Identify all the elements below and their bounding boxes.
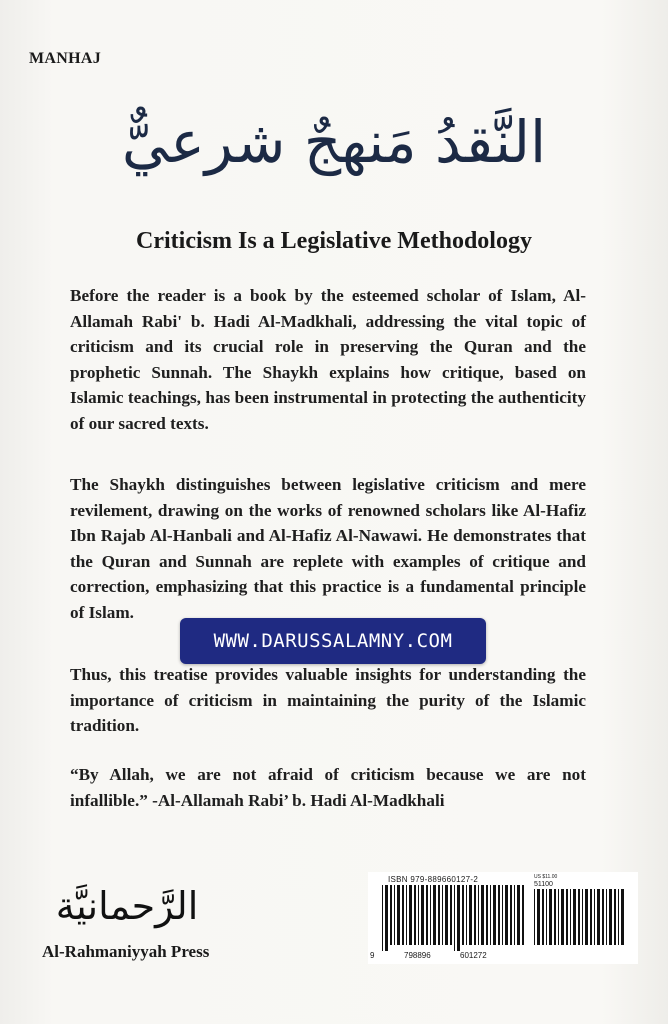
price-barcode-bars	[534, 889, 626, 951]
series-label: MANHAJ	[29, 50, 102, 67]
description-paragraph-2: The Shaykh distinguishes between legislative criticism and mere revilement, drawing on the works of renowned scholars like Al-Hafiz Ibn Rajab Al-Hanbali and Al-Hafiz Al-Nawawi. He demonstrates that the Quran and Sunnah are replete with examples of critique and correction, emphasizing that this practice is a fundamental principle of Islam.	[70, 475, 586, 622]
publisher-name: Al-Rahmaniyyah Press	[42, 942, 210, 961]
scholar-quote: “By Allah, we are not afraid of criticism because we are not infallible.” -Al-Allamah Rabi’ b. Hadi Al-Madkhali	[70, 765, 586, 810]
barcode-digits-left: 798896	[404, 951, 431, 960]
barcode-digits-right: 601272	[460, 951, 487, 960]
barcode-digit-prefix: 9	[370, 951, 375, 960]
isbn-barcode	[368, 872, 638, 964]
arabic-title-calligraphy: النَّقدُ مَنهجٌ شرعيٌّ	[121, 108, 547, 176]
description-paragraph-1: Before the reader is a book by the esteemed scholar of Islam, Al-Allamah Rabi' b. Hadi Al-Madkhali, addressing the vital topic of criticism and its crucial role in preserving the Quran and the prophetic Sunnah. The Shaykh explains how critique, based on Islamic teachings, has been instrumental in protecting the authenticity of our sacred texts.	[70, 286, 586, 433]
isbn-text: ISBN 979-889660127-2	[388, 875, 479, 884]
book-title: Criticism Is a Legislative Methodology	[136, 228, 532, 254]
website-watermark: WWW.DARUSSALAMNY.COM	[180, 618, 486, 664]
price-label: US $11.00	[534, 874, 558, 880]
barcode-bars	[382, 885, 528, 951]
description-paragraph-3: Thus, this treatise provides valuable insights for understanding the importance of criticism in maintaining the purity of the Islamic tradition.	[70, 665, 586, 735]
publisher-logo: الرَّحمانيَّة	[55, 884, 199, 928]
price-code: 51100	[534, 881, 553, 888]
